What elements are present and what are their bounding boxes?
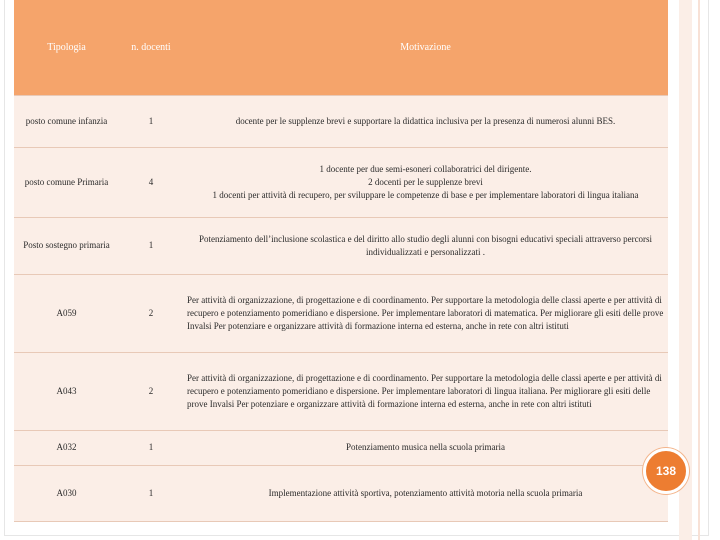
motivazione-line: 1 docenti per attività di recupero, per sviluppare le competenze di base e per implementare laboratori di lingua italiana bbox=[212, 189, 639, 200]
cell-tipologia: A032 bbox=[14, 430, 119, 465]
header-motivazione: Motivazione bbox=[183, 0, 668, 95]
cell-motivazione: Potenziamento dell’inclusione scolastica e del diritto allo studio degli alunni con bisogni educativi speciali attraverso percorsi individualizzati e personalizzati . bbox=[183, 217, 668, 274]
table-row bbox=[14, 95, 668, 147]
table-row bbox=[14, 147, 668, 217]
cell-motivazione: Per attività di organizzazione, di progettazione e di coordinamento. Per supportare la metodologia delle classi aperte e per attività di recupero e potenziamento pomeridiano e dispersione. Per implementare laboratori di lingua italiana. Per migliorare gli esiti delle prove Invalsi Per potenziare e organizzare attività di formazione interna ed esterna, anche in rete con altri istituti bbox=[183, 352, 668, 430]
cell-tipologia: posto comune Primaria bbox=[14, 147, 119, 217]
cell-n-docenti: 1 bbox=[119, 217, 183, 274]
motivazione-line: 1 docente per due semi-esoneri collaboratrici del dirigente. bbox=[319, 163, 532, 174]
cell-tipologia: A030 bbox=[14, 465, 119, 521]
cell-tipologia: Posto sostegno primaria bbox=[14, 217, 119, 274]
table-row bbox=[14, 430, 668, 465]
motivazione-line: 2 docenti per le supplenze brevi bbox=[368, 176, 483, 187]
header-tipologia: Tipologia bbox=[14, 0, 119, 95]
cell-n-docenti: 2 bbox=[119, 352, 183, 430]
cell-motivazione: Implementazione attività sportiva, potenziamento attività motoria nella scuola primaria bbox=[183, 465, 668, 521]
cell-n-docenti: 1 bbox=[119, 430, 183, 465]
cell-motivazione: Potenziamento musica nella scuola primaria bbox=[183, 430, 668, 465]
cell-n-docenti: 2 bbox=[119, 274, 183, 352]
header-n-docenti: n. docenti bbox=[119, 0, 183, 95]
cell-n-docenti: 1 bbox=[119, 465, 183, 521]
cell-tipologia: A059 bbox=[14, 274, 119, 352]
staffing-table bbox=[14, 0, 668, 522]
table-row bbox=[14, 465, 668, 521]
table-row bbox=[14, 352, 668, 430]
side-decoration-line bbox=[698, 0, 700, 540]
table-row bbox=[14, 274, 668, 352]
cell-n-docenti: 1 bbox=[119, 95, 183, 147]
cell-motivazione: Per attività di organizzazione, di progettazione e di coordinamento. Per supportare la metodologia delle classi aperte e per attività di recupero e potenziamento pomeridiano e dispersione. Per implementare laboratori di matematica. Per migliorare gli esiti delle prove Invalsi Per potenziare e organizzare attività di formazione interna ed esterna, anche in rete con altri istituti bbox=[183, 274, 668, 352]
table-header-row bbox=[14, 0, 668, 95]
cell-motivazione: docente per le supplenze brevi e supportare la didattica inclusiva per la presenza di numerosi alunni BES. bbox=[183, 95, 668, 147]
table-row bbox=[14, 217, 668, 274]
page-number-badge: 138 bbox=[643, 448, 689, 494]
cell-motivazione bbox=[183, 147, 668, 217]
cell-tipologia: posto comune infanzia bbox=[14, 95, 119, 147]
cell-tipologia: A043 bbox=[14, 352, 119, 430]
cell-n-docenti: 4 bbox=[119, 147, 183, 217]
